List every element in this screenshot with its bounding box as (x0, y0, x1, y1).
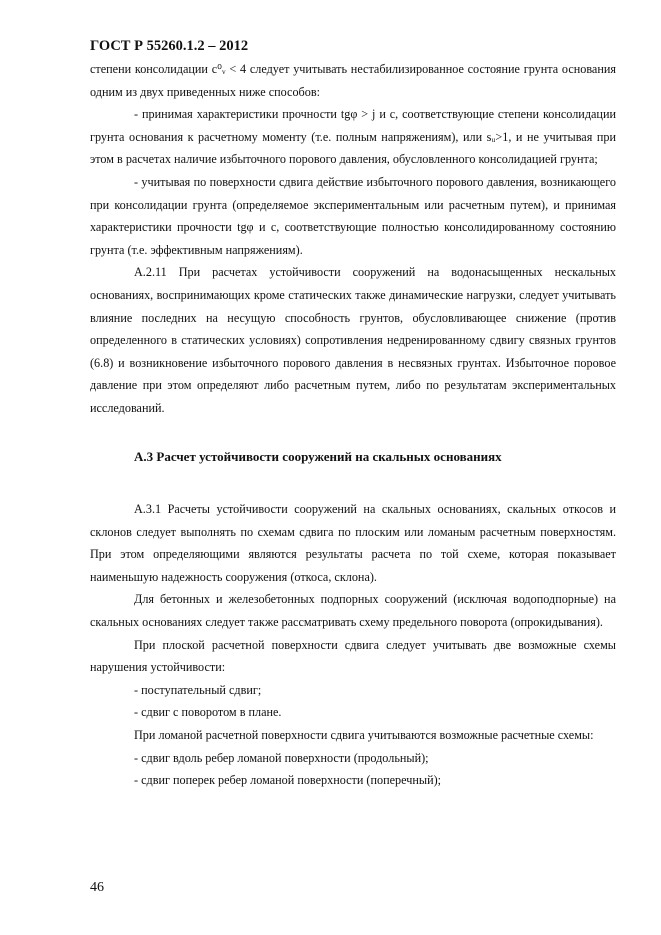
list-item-rotational-shear: - сдвиг с поворотом в плане. (134, 705, 282, 720)
paragraph-broken-surface: При ломаной расчетной поверхности сдвига учитываются возможные расчетные схемы: (134, 728, 594, 743)
clause-a-3-1: А.3.1 Расчеты устойчивости сооружений на скальных основаниях, скальных откосов и склонов следует выполнять по схемам сдвига по плоским или ломаным расчетным поверхностям. При этом определяющими являются результаты расчета по той схеме, которая показывает наименьшую надежность сооружения (откоса, склона). (90, 502, 616, 584)
list-item-transverse-shear: - сдвиг поперек ребер ломаной поверхности (поперечный); (134, 773, 442, 788)
page-number: 46 (90, 880, 104, 895)
list-item-method-1: - принимая характеристики прочности tgφ > j и c, соответствующие степени консолидации грунта основания к расчетному моменту (т.е. полным напряжениям), или sᵤ>1, и не учитывая при этом в расчетах наличие избыточного порового давления, обусловленного консолидацией грунта; (90, 107, 616, 167)
document-body (90, 58, 616, 792)
clause-a-2-11: А.2.11 При расчетах устойчивости сооружений на водонасыщенных нескальных основаниях, воспринимающих кроме статических также динамические нагрузки, следует учитывать влияние последних на несущую способность грунтов, обусловливающее снижение (против определенного в статических условиях) сопротивления недренированному сдвигу связных грунтов (6.8) и возникновение избыточного порового давления в несвязных грунтах. Избыточное поровое давление при этом определяют либо расчетным путем, либо по результатам экспериментальных исследований. (90, 265, 616, 415)
paragraph-planar-surface: При плоской расчетной поверхности сдвига следует учитывать две возможные схемы нарушения устойчивости: (90, 637, 616, 675)
list-item-longitudinal-shear: - сдвиг вдоль ребер ломаной поверхности (продольный); (134, 750, 429, 765)
document-header: ГОСТ Р 55260.1.2 – 2012 (90, 38, 249, 54)
list-item-method-2: - учитывая по поверхности сдвига действие избыточного порового давления, возникающего при консолидации грунта (определяемое экспериментальным или расчетным путем), и принимая характеристики прочности tgφ и c, соответствующие полностью консолидированному состоянию грунта (т.е. эффективным напряжениям). (90, 174, 616, 257)
list-item-translational-shear: - поступательный сдвиг; (134, 682, 262, 697)
section-heading-a3: А.3 Расчет устойчивости сооружений на скальных основаниях (134, 448, 502, 464)
paragraph-continuation: степени консолидации c⁰ᵥ < 4 следует учитывать нестабилизированное состояние грунта основания одним из двух приведенных ниже способов: (90, 62, 616, 99)
paragraph-concrete-structures: Для бетонных и железобетонных подпорных сооружений (исключая водоподпорные) на скальных основаниях следует также рассматривать схему предельного поворота (опрокидывания). (90, 592, 616, 630)
